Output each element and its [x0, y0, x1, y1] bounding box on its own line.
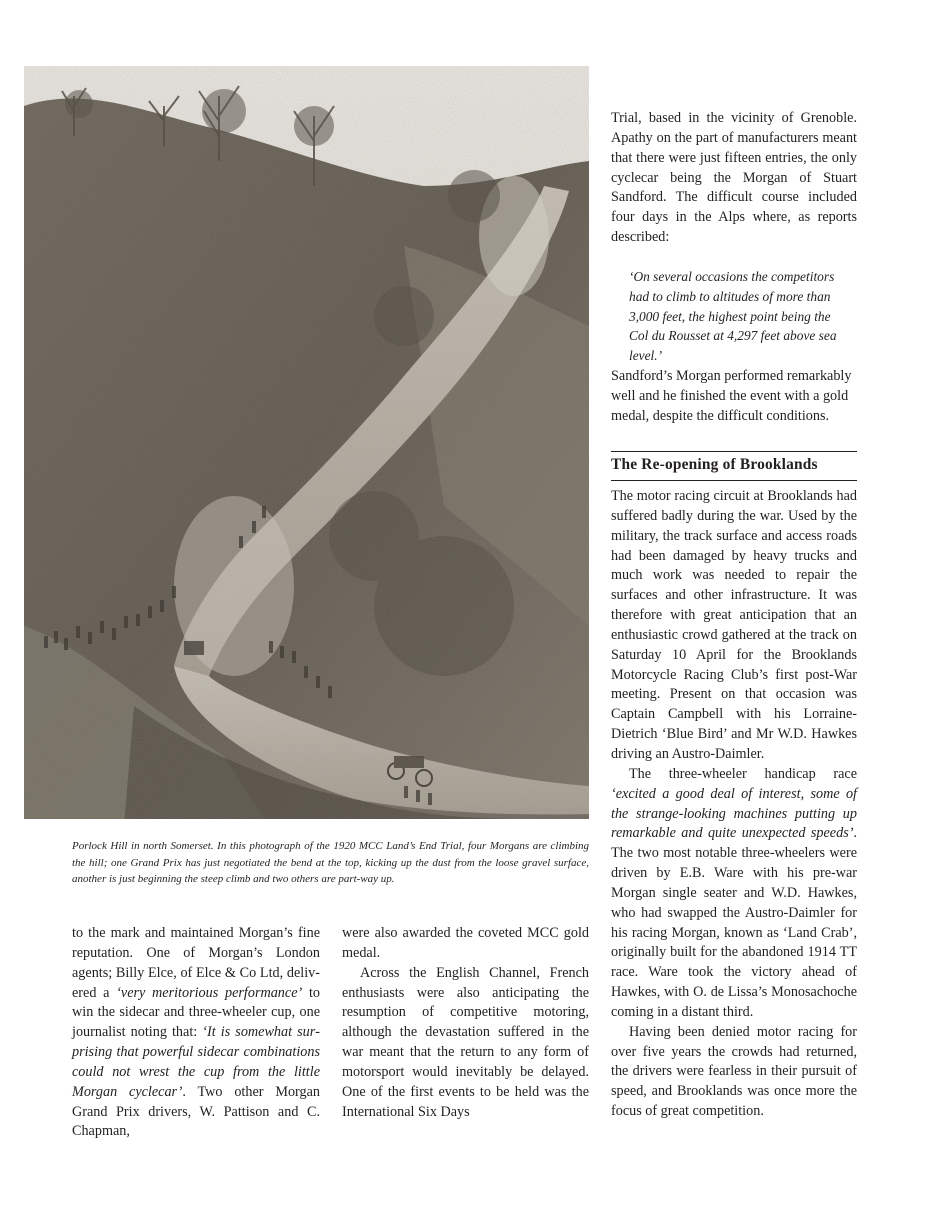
- paragraph: to the mark and maintained Morgan’s fine reputation. One of Morgan’s London agents; Billy Elce, of Elce & Co Ltd, delivered a ‘very meritorious performance’ to win the sidecar and three-wheeler cup, one journalist noting that: ‘It is somewhat surprising that powerful sidecar combinations could not wrest the cup from the little Morgan cyclecar’. Two other Morgan Grand Prix drivers, W. Pattison and C. Chapman,: [72, 925, 321, 1140]
- inline-quote: ‘excited a good deal of interest, some of the strange-looking machines putting up remarkable and quite unexpected speeds’: [611, 785, 857, 842]
- paragraph: Sandford’s Morgan performed remarkably well and he finished the event with a gold medal, despite the difficult conditions.: [611, 368, 852, 424]
- block-quote: ‘On several occasions the competitors had to climb to altitudes of more than 3,000 feet, the highest point being the Col du Rousset at 4,297 feet above sea level.’: [629, 269, 837, 364]
- text-column-right-intro: [611, 109, 857, 248]
- paragraph: The motor racing circuit at Brooklands had suffered badly during the war. Used by the military, the track surface and access roads had been damaged by heavy trucks and much work was needed to repair the surfaces and other infrastructure. It was therefore with great anticipation that an enthusiastic crowd gathered at the track on Saturday 10 April for the Brooklands Motorcycle Racing Club’s first post-War meeting. Present on that occasion was Captain Campbell with his Lorraine-Dietrich ‘Blue Bird’ and Mr W.D. Hawkes driving an Austro-Daimler.: [611, 488, 857, 762]
- text-column-right-brooklands: [611, 487, 857, 1122]
- paragraph: were also awarded the coveted MCC gold medal.: [342, 925, 589, 961]
- photo-illustration: [24, 66, 589, 819]
- text-column-right-after-quote: [611, 367, 857, 427]
- paragraph: Across the English Channel, French enthusiasts were also anticipating the resumption of competitive motoring, although the devastation suffered in the war meant that the return to any form of motorsport would inevitably be delayed. One of the first events to be held was the International Six Days: [342, 964, 589, 1120]
- text-column-left: [72, 924, 320, 1142]
- inline-quote: ‘It is somewhat surprising that powerful sidecar combinations could not wrest the cup from the little Morgan cyclecar’: [72, 1024, 320, 1100]
- paragraph: Having been denied motor racing for over five years the crowds had returned, the drivers were fearless in their pursuit of speed, and Brooklands was once more the focus of great competition.: [611, 1023, 857, 1120]
- photo-caption: Porlock Hill in north Somerset. In this photograph of the 1920 MCC Land’s End Trial, four Morgans are climbing the hill; one Grand Prix has just negotiated the bend at the top, kicking up the dust from the loose gravel surface, another is just beginning the steep climb and two others are part-way up.: [72, 840, 589, 885]
- text-column-middle: [342, 924, 589, 1122]
- section-heading: The Re-opening of Brooklands: [611, 451, 857, 481]
- inline-quote: ‘very meritorious performance’: [116, 984, 303, 1001]
- porlock-hill-photograph: [24, 66, 589, 819]
- paragraph: The three-wheeler handicap race ‘excited a good deal of interest, some of the strange-looking machines putting up remarkable and quite unexpected speeds’. The two most notable three-wheelers were driven by E.B. Ware with his pre-war Morgan single seater and W.D. Hawkes, who had swapped the Austro-Daimler for his racing Morgan, known as ‘Land Crab’, originally built for the abandoned 1914 TT race. Ware took the victory ahead of Hawkes, with O. de Lissa’s Monosachoche coming in a distant third.: [611, 765, 857, 1020]
- paragraph: Trial, based in the vicinity of Grenoble. Apathy on the part of manufacturers meant that there were just fifteen entries, the only cyclecar being the Morgan of Stuart Sandford. The difficult course included four days in the Alps where, as reports described:: [611, 110, 857, 246]
